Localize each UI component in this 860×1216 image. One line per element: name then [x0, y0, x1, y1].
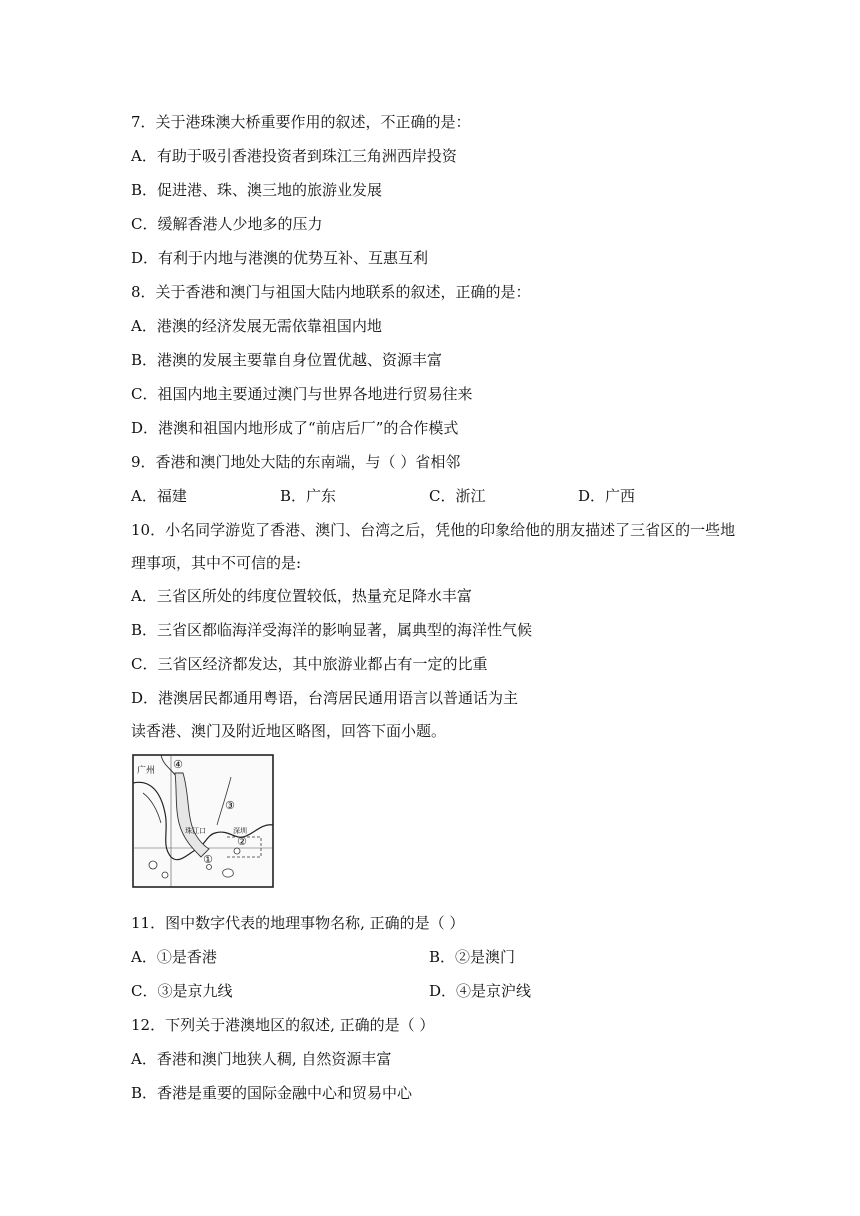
- question-10-option-b: B．三省区都临海洋受海洋的影响显著，属典型的海洋性气候: [131, 621, 533, 639]
- question-11-option-c: C．③是京九线: [131, 982, 233, 1000]
- island: [223, 869, 234, 877]
- question-7-option-c: C．缓解香港人少地多的压力: [131, 215, 323, 233]
- label-guangzhou: 广州: [137, 766, 156, 776]
- question-10-option-d: D．港澳居民都通用粤语，台湾居民通用语言以普通话为主: [131, 689, 519, 707]
- question-11-option-b: B．②是澳门: [429, 948, 516, 966]
- question-10-option-c: C．三省区经济都发达，其中旅游业都占有一定的比重: [131, 655, 488, 673]
- label-shenzhen: 深圳: [233, 827, 247, 835]
- map-marker-4: ④: [173, 758, 183, 771]
- question-12-option-b: B．香港是重要的国际金融中心和贸易中心: [131, 1084, 413, 1102]
- question-10-option-a: A．三省区所处的纬度位置较低，热量充足降水丰富: [131, 587, 472, 605]
- question-8-stem: 8．关于香港和澳门与祖国大陆内地联系的叙述，正确的是：: [131, 283, 531, 301]
- question-10-stem-line2: 理事项，其中不可信的是:: [131, 554, 302, 572]
- map-marker-3: ③: [225, 799, 235, 812]
- question-9-stem: 9．香港和澳门地处大陆的东南端，与（ ）省相邻: [131, 453, 461, 471]
- island: [234, 848, 240, 854]
- map-marker-2: ②: [237, 835, 247, 848]
- question-7-option-a: A．有助于吸引香港投资者到珠江三角洲西岸投资: [131, 147, 457, 165]
- question-10-stem-line1: 10．小名同学游览了香港、澳门、台湾之后，凭他的印象给他的朋友描述了三省区的一些地: [131, 521, 736, 539]
- question-9-option-d: D．广西: [578, 487, 636, 505]
- question-7-option-b: B．促进港、珠、澳三地的旅游业发展: [131, 181, 383, 199]
- map-intro-text: 读香港、澳门及附近地区略图，回答下面小题。: [131, 722, 447, 740]
- island: [149, 861, 157, 869]
- label-zhujiangkou: 珠江口: [185, 827, 206, 835]
- question-8-option-b: B．港澳的发展主要靠自身位置优越、资源丰富: [131, 351, 443, 369]
- question-7-option-d: D．有利于内地与港澳的优势互补、互惠互利: [131, 249, 429, 267]
- question-11-option-a: A．①是香港: [131, 948, 217, 966]
- question-9-option-a: A．福建: [131, 487, 187, 505]
- question-12-stem: 12．下列关于港澳地区的叙述, 正确的是（ ）: [131, 1016, 435, 1034]
- question-7-stem: 7．关于港珠澳大桥重要作用的叙述，不正确的是：: [131, 113, 471, 131]
- question-8-option-a: A．港澳的经济发展无需依靠祖国内地: [131, 317, 382, 335]
- pearl-river-delta-sketch-map: [131, 753, 275, 889]
- question-11-stem: 11．图中数字代表的地理事物名称, 正确的是（ ）: [131, 914, 465, 932]
- question-8-option-c: C．祖国内地主要通过澳门与世界各地进行贸易往来: [131, 385, 473, 403]
- question-8-option-d: D．港澳和祖国内地形成了“前店后厂”的合作模式: [131, 419, 459, 437]
- question-12-option-a: A．香港和澳门地狭人稠, 自然资源丰富: [131, 1050, 392, 1068]
- question-11-option-d: D．④是京沪线: [429, 982, 532, 1000]
- map-marker-1: ①: [203, 853, 213, 866]
- question-9-option-b: B．广东: [280, 487, 337, 505]
- question-9-option-c: C．浙江: [429, 487, 486, 505]
- island: [162, 872, 168, 878]
